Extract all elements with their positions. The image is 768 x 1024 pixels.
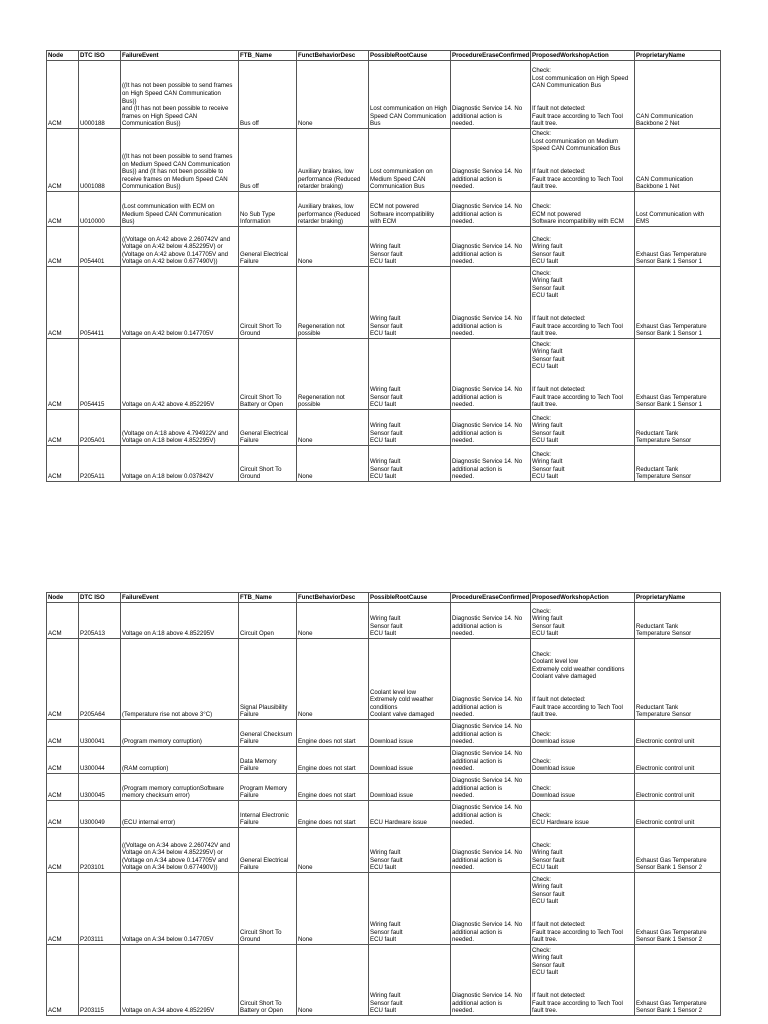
header-proposed-workshop-action: ProposedWorkshopAction	[531, 593, 635, 603]
cell-proposed-workshop-action: Check: Download issue	[531, 720, 635, 747]
cell-proprietary-name: CAN Communication Backbone 1 Net	[635, 129, 721, 192]
cell-proprietary-name: Electronic control unit	[635, 774, 721, 801]
cell-funct-behavior-desc: None	[297, 639, 369, 720]
cell-procedure-erase-confirmed: Diagnostic Service 14. No additional action is needed.	[451, 774, 531, 801]
cell-procedure-erase-confirmed: Diagnostic Service 14. No additional action is needed.	[451, 446, 531, 482]
header-funct-behavior-desc: FunctBehaviorDesc	[297, 51, 369, 61]
table-row	[47, 801, 721, 828]
dtc-table-2	[46, 592, 721, 1016]
cell-proposed-workshop-action: Check: Wiring fault Sensor fault ECU fault If fault not detected: Fault trace according to Tech Tool fault tree.	[531, 267, 635, 339]
table-row	[47, 410, 721, 446]
cell-possible-root-cause: Wiring fault Sensor fault ECU fault	[369, 446, 451, 482]
cell-node: ACM	[47, 945, 79, 1016]
table-row	[47, 873, 721, 945]
cell-proposed-workshop-action: Check: Wiring fault Sensor fault ECU fault	[531, 603, 635, 639]
table-row	[47, 774, 721, 801]
header-node: Node	[47, 593, 79, 603]
cell-failure-event: (ECU internal error)	[121, 801, 239, 828]
cell-dtc-iso: U001088	[79, 129, 121, 192]
cell-node: ACM	[47, 192, 79, 227]
cell-procedure-erase-confirmed: Diagnostic Service 14. No additional action is needed.	[451, 801, 531, 828]
cell-procedure-erase-confirmed: Diagnostic Service 14. No additional action is needed.	[451, 410, 531, 446]
header-proprietary-name: ProprietaryName	[635, 593, 721, 603]
cell-node: ACM	[47, 828, 79, 873]
cell-proposed-workshop-action: Check: Wiring fault Sensor fault ECU fault	[531, 446, 635, 482]
cell-funct-behavior-desc: None	[297, 61, 369, 129]
cell-funct-behavior-desc: None	[297, 410, 369, 446]
header-ftb-name: FTB_Name	[239, 593, 297, 603]
cell-funct-behavior-desc: Engine does not start	[297, 747, 369, 774]
cell-ftb-name: General Electrical Failure	[239, 828, 297, 873]
cell-ftb-name: Circuit Short To Ground	[239, 873, 297, 945]
cell-failure-event: ((Voltage on A:42 above 2.260742V and Voltage on A:42 below 4.852295V) or (Voltage on A:42 above 0.147705V and Voltage on A:42 below 0.677490V))	[121, 227, 239, 267]
cell-ftb-name: Circuit Short To Battery or Open	[239, 339, 297, 410]
cell-proposed-workshop-action: Check: Wiring fault Sensor fault ECU fault	[531, 227, 635, 267]
cell-failure-event: Voltage on A:18 below 0.037842V	[121, 446, 239, 482]
cell-possible-root-cause: Wiring fault Sensor fault ECU fault	[369, 603, 451, 639]
cell-ftb-name: No Sub Type Information	[239, 192, 297, 227]
cell-node: ACM	[47, 61, 79, 129]
cell-procedure-erase-confirmed: Diagnostic Service 14. No additional action is needed.	[451, 267, 531, 339]
cell-dtc-iso: P054401	[79, 227, 121, 267]
cell-dtc-iso: P203101	[79, 828, 121, 873]
table-row	[47, 129, 721, 192]
table-body	[47, 61, 721, 482]
cell-node: ACM	[47, 639, 79, 720]
cell-funct-behavior-desc: Auxiliary brakes, low performance (Reduced retarder braking)	[297, 129, 369, 192]
table-row	[47, 945, 721, 1016]
cell-failure-event: (Program memory corruption)	[121, 720, 239, 747]
cell-ftb-name: General Electrical Failure	[239, 410, 297, 446]
cell-ftb-name: Circuit Short To Battery or Open	[239, 945, 297, 1016]
cell-procedure-erase-confirmed: Diagnostic Service 14. No additional action is needed.	[451, 339, 531, 410]
cell-possible-root-cause: ECU Hardware issue	[369, 801, 451, 828]
header-ftb-name: FTB_Name	[239, 51, 297, 61]
cell-proposed-workshop-action: Check: Wiring fault Sensor fault ECU fault	[531, 410, 635, 446]
table-row	[47, 267, 721, 339]
header-procedure-erase-confirmed: ProcedureEraseConfirmed	[452, 51, 530, 59]
cell-failure-event: Voltage on A:18 above 4.852295V	[121, 603, 239, 639]
cell-procedure-erase-confirmed: Diagnostic Service 14. No additional action is needed.	[451, 192, 531, 227]
cell-node: ACM	[47, 339, 79, 410]
header-node: Node	[47, 51, 79, 61]
cell-proposed-workshop-action: Check: Download issue	[531, 774, 635, 801]
cell-failure-event: (RAM corruption)	[121, 747, 239, 774]
cell-proprietary-name: Exhaust Gas Temperature Sensor Bank 1 Sensor 1	[635, 339, 721, 410]
cell-dtc-iso: U300045	[79, 774, 121, 801]
cell-failure-event: Voltage on A:42 below 0.147705V	[121, 267, 239, 339]
cell-dtc-iso: U300041	[79, 720, 121, 747]
cell-ftb-name: Bus off	[239, 129, 297, 192]
cell-ftb-name: Program Memory Failure	[239, 774, 297, 801]
cell-funct-behavior-desc: Auxiliary brakes, low performance (Reduced retarder braking)	[297, 192, 369, 227]
cell-proprietary-name: Exhaust Gas Temperature Sensor Bank 1 Sensor 1	[635, 267, 721, 339]
cell-failure-event: ((It has not been possible to send frames on High Speed CAN Communication Bus)) and (It has not been possible to receive frames on High Speed CAN Communication Bus))	[121, 61, 239, 129]
cell-node: ACM	[47, 603, 79, 639]
cell-dtc-iso: P205A01	[79, 410, 121, 446]
cell-dtc-iso: U000188	[79, 61, 121, 129]
cell-proprietary-name: Electronic control unit	[635, 720, 721, 747]
header-possible-root-cause: PossibleRootCause	[369, 51, 451, 61]
cell-proprietary-name: Lost Communication with EMS	[635, 192, 721, 227]
cell-ftb-name: General Electrical Failure	[239, 227, 297, 267]
header-procedure-erase-confirmed: ProcedureEraseConfirmed	[452, 593, 530, 601]
cell-dtc-iso: P054411	[79, 267, 121, 339]
cell-dtc-iso: P205A11	[79, 446, 121, 482]
cell-funct-behavior-desc: None	[297, 227, 369, 267]
cell-funct-behavior-desc: Engine does not start	[297, 774, 369, 801]
cell-proprietary-name: Exhaust Gas Temperature Sensor Bank 1 Sensor 2	[635, 828, 721, 873]
cell-funct-behavior-desc: None	[297, 446, 369, 482]
cell-dtc-iso: P203115	[79, 945, 121, 1016]
cell-ftb-name: Signal Plausibility Failure	[239, 639, 297, 720]
cell-node: ACM	[47, 129, 79, 192]
table-row	[47, 747, 721, 774]
cell-proprietary-name: Reductant Tank Temperature Sensor	[635, 446, 721, 482]
cell-dtc-iso: U010000	[79, 192, 121, 227]
cell-possible-root-cause: ECM not powered Software incompatibility with ECM	[369, 192, 451, 227]
cell-possible-root-cause: Wiring fault Sensor fault ECU fault	[369, 828, 451, 873]
cell-dtc-iso: U300049	[79, 801, 121, 828]
cell-funct-behavior-desc: None	[297, 603, 369, 639]
cell-possible-root-cause: Wiring fault Sensor fault ECU fault	[369, 873, 451, 945]
cell-possible-root-cause: Wiring fault Sensor fault ECU fault	[369, 410, 451, 446]
cell-ftb-name: Data Memory Failure	[239, 747, 297, 774]
header-possible-root-cause: PossibleRootCause	[369, 593, 451, 603]
cell-failure-event: (Program memory corruptionSoftware memory checksum error)	[121, 774, 239, 801]
table-row	[47, 192, 721, 227]
cell-funct-behavior-desc: Regeneration not possible	[297, 267, 369, 339]
cell-proposed-workshop-action: Check: Lost communication on High Speed CAN Communication Bus If fault not detected: Fault trace according to Tech Tool fault tree.	[531, 61, 635, 129]
header-proposed-workshop-action: ProposedWorkshopAction	[531, 51, 635, 61]
table-row	[47, 639, 721, 720]
cell-proposed-workshop-action: Check: Download issue	[531, 747, 635, 774]
cell-procedure-erase-confirmed: Diagnostic Service 14. No additional action is needed.	[451, 227, 531, 267]
cell-procedure-erase-confirmed: Diagnostic Service 14. No additional action is needed.	[451, 873, 531, 945]
cell-dtc-iso: P205A64	[79, 639, 121, 720]
cell-proprietary-name: Exhaust Gas Temperature Sensor Bank 1 Sensor 2	[635, 945, 721, 1016]
cell-proposed-workshop-action: Check: ECM not powered Software incompatibility with ECM	[531, 192, 635, 227]
cell-failure-event: Voltage on A:34 below 0.147705V	[121, 873, 239, 945]
cell-failure-event: (Voltage on A:18 above 4.794922V and Voltage on A:18 below 4.852295V)	[121, 410, 239, 446]
cell-procedure-erase-confirmed: Diagnostic Service 14. No additional action is needed.	[451, 747, 531, 774]
cell-proposed-workshop-action: Check: Wiring fault Sensor fault ECU fault If fault not detected: Fault trace according to Tech Tool fault tree.	[531, 945, 635, 1016]
cell-possible-root-cause: Wiring fault Sensor fault ECU fault	[369, 945, 451, 1016]
cell-possible-root-cause: Lost communication on High Speed CAN Communication Bus	[369, 61, 451, 129]
cell-procedure-erase-confirmed: Diagnostic Service 14. No additional action is needed.	[451, 828, 531, 873]
table-row	[47, 720, 721, 747]
cell-possible-root-cause: Wiring fault Sensor fault ECU fault	[369, 227, 451, 267]
dtc-table-1	[46, 50, 721, 482]
cell-proposed-workshop-action: Check: Lost communication on Medium Speed CAN Communication Bus If fault not detected: Fault trace according to Tech Tool fault tree.	[531, 129, 635, 192]
header-failure-event: FailureEvent	[121, 593, 239, 603]
cell-possible-root-cause: Download issue	[369, 747, 451, 774]
cell-funct-behavior-desc: None	[297, 945, 369, 1016]
cell-ftb-name: Bus off	[239, 61, 297, 129]
cell-procedure-erase-confirmed: Diagnostic Service 14. No additional action is needed.	[451, 603, 531, 639]
cell-proposed-workshop-action: Check: Wiring fault Sensor fault ECU fault	[531, 828, 635, 873]
cell-ftb-name: General Checksum Failure	[239, 720, 297, 747]
cell-procedure-erase-confirmed: Diagnostic Service 14. No additional action is needed.	[451, 61, 531, 129]
cell-proposed-workshop-action: Check: Coolant level low Extremely cold weather conditions Coolant valve damaged If fault not detected: Fault trace according to Tech Tool fault tree.	[531, 639, 635, 720]
header-failure-event: FailureEvent	[121, 51, 239, 61]
cell-funct-behavior-desc: None	[297, 873, 369, 945]
cell-failure-event: ((It has not been possible to send frames on Medium Speed CAN Communication Bus)) and (It has not been possible to receive frames on Medium Speed CAN Communication Bus))	[121, 129, 239, 192]
cell-node: ACM	[47, 267, 79, 339]
table-row	[47, 339, 721, 410]
cell-node: ACM	[47, 410, 79, 446]
cell-proprietary-name: Electronic control unit	[635, 801, 721, 828]
cell-node: ACM	[47, 801, 79, 828]
cell-proposed-workshop-action: Check: Wiring fault Sensor fault ECU fault If fault not detected: Fault trace according to Tech Tool fault tree.	[531, 339, 635, 410]
cell-proposed-workshop-action: Check: ECU Hardware issue	[531, 801, 635, 828]
table-row	[47, 603, 721, 639]
cell-funct-behavior-desc: None	[297, 828, 369, 873]
cell-node: ACM	[47, 873, 79, 945]
header-row	[47, 593, 721, 603]
cell-failure-event: (Temperature rise not above 3°C)	[121, 639, 239, 720]
cell-proprietary-name: Exhaust Gas Temperature Sensor Bank 1 Sensor 2	[635, 873, 721, 945]
table-row	[47, 61, 721, 129]
cell-procedure-erase-confirmed: Diagnostic Service 14. No additional action is needed.	[451, 129, 531, 192]
cell-ftb-name: Circuit Short To Ground	[239, 267, 297, 339]
cell-proprietary-name: Reductant Tank Temperature Sensor	[635, 603, 721, 639]
cell-node: ACM	[47, 446, 79, 482]
cell-funct-behavior-desc: Regeneration not possible	[297, 339, 369, 410]
cell-possible-root-cause: Download issue	[369, 720, 451, 747]
table-row	[47, 227, 721, 267]
header-proprietary-name: ProprietaryName	[635, 51, 721, 61]
cell-ftb-name: Circuit Open	[239, 603, 297, 639]
cell-node: ACM	[47, 747, 79, 774]
cell-ftb-name: Circuit Short To Ground	[239, 446, 297, 482]
cell-possible-root-cause: Wiring fault Sensor fault ECU fault	[369, 339, 451, 410]
cell-ftb-name: Internal Electronic Failure	[239, 801, 297, 828]
cell-possible-root-cause: Wiring fault Sensor fault ECU fault	[369, 267, 451, 339]
cell-failure-event: Voltage on A:34 above 4.852295V	[121, 945, 239, 1016]
cell-possible-root-cause: Lost communication on Medium Speed CAN Communication Bus	[369, 129, 451, 192]
cell-proposed-workshop-action: Check: Wiring fault Sensor fault ECU fault If fault not detected: Fault trace according to Tech Tool fault tree.	[531, 873, 635, 945]
cell-proprietary-name: Electronic control unit	[635, 747, 721, 774]
cell-failure-event: (Lost communication with ECM on Medium Speed CAN Communication Bus)	[121, 192, 239, 227]
table-row	[47, 446, 721, 482]
table-body	[47, 603, 721, 1016]
cell-node: ACM	[47, 227, 79, 267]
table-row	[47, 828, 721, 873]
header-funct-behavior-desc: FunctBehaviorDesc	[297, 593, 369, 603]
header-row	[47, 51, 721, 61]
cell-proprietary-name: Reductant Tank Temperature Sensor	[635, 639, 721, 720]
header-dtc-iso: DTC ISO	[79, 593, 121, 603]
cell-funct-behavior-desc: Engine does not start	[297, 720, 369, 747]
cell-failure-event: ((Voltage on A:34 above 2.260742V and Voltage on A:34 below 4.852295V) or (Voltage on A:34 above 0.147705V and Voltage on A:34 below 0.677490V))	[121, 828, 239, 873]
cell-possible-root-cause: Coolant level low Extremely cold weather conditions Coolant valve damaged	[369, 639, 451, 720]
cell-dtc-iso: U300044	[79, 747, 121, 774]
cell-proprietary-name: Exhaust Gas Temperature Sensor Bank 1 Sensor 1	[635, 227, 721, 267]
cell-dtc-iso: P205A13	[79, 603, 121, 639]
cell-procedure-erase-confirmed: Diagnostic Service 14. No additional action is needed.	[451, 639, 531, 720]
cell-failure-event: Voltage on A:42 above 4.852295V	[121, 339, 239, 410]
cell-node: ACM	[47, 774, 79, 801]
cell-funct-behavior-desc: Engine does not start	[297, 801, 369, 828]
cell-procedure-erase-confirmed: Diagnostic Service 14. No additional action is needed.	[451, 945, 531, 1016]
header-dtc-iso: DTC ISO	[79, 51, 121, 61]
cell-dtc-iso: P054415	[79, 339, 121, 410]
cell-dtc-iso: P203111	[79, 873, 121, 945]
cell-proprietary-name: Reductant Tank Temperature Sensor	[635, 410, 721, 446]
cell-procedure-erase-confirmed: Diagnostic Service 14. No additional action is needed.	[451, 720, 531, 747]
cell-possible-root-cause: Download issue	[369, 774, 451, 801]
cell-node: ACM	[47, 720, 79, 747]
cell-proprietary-name: CAN Communication Backbone 2 Net	[635, 61, 721, 129]
